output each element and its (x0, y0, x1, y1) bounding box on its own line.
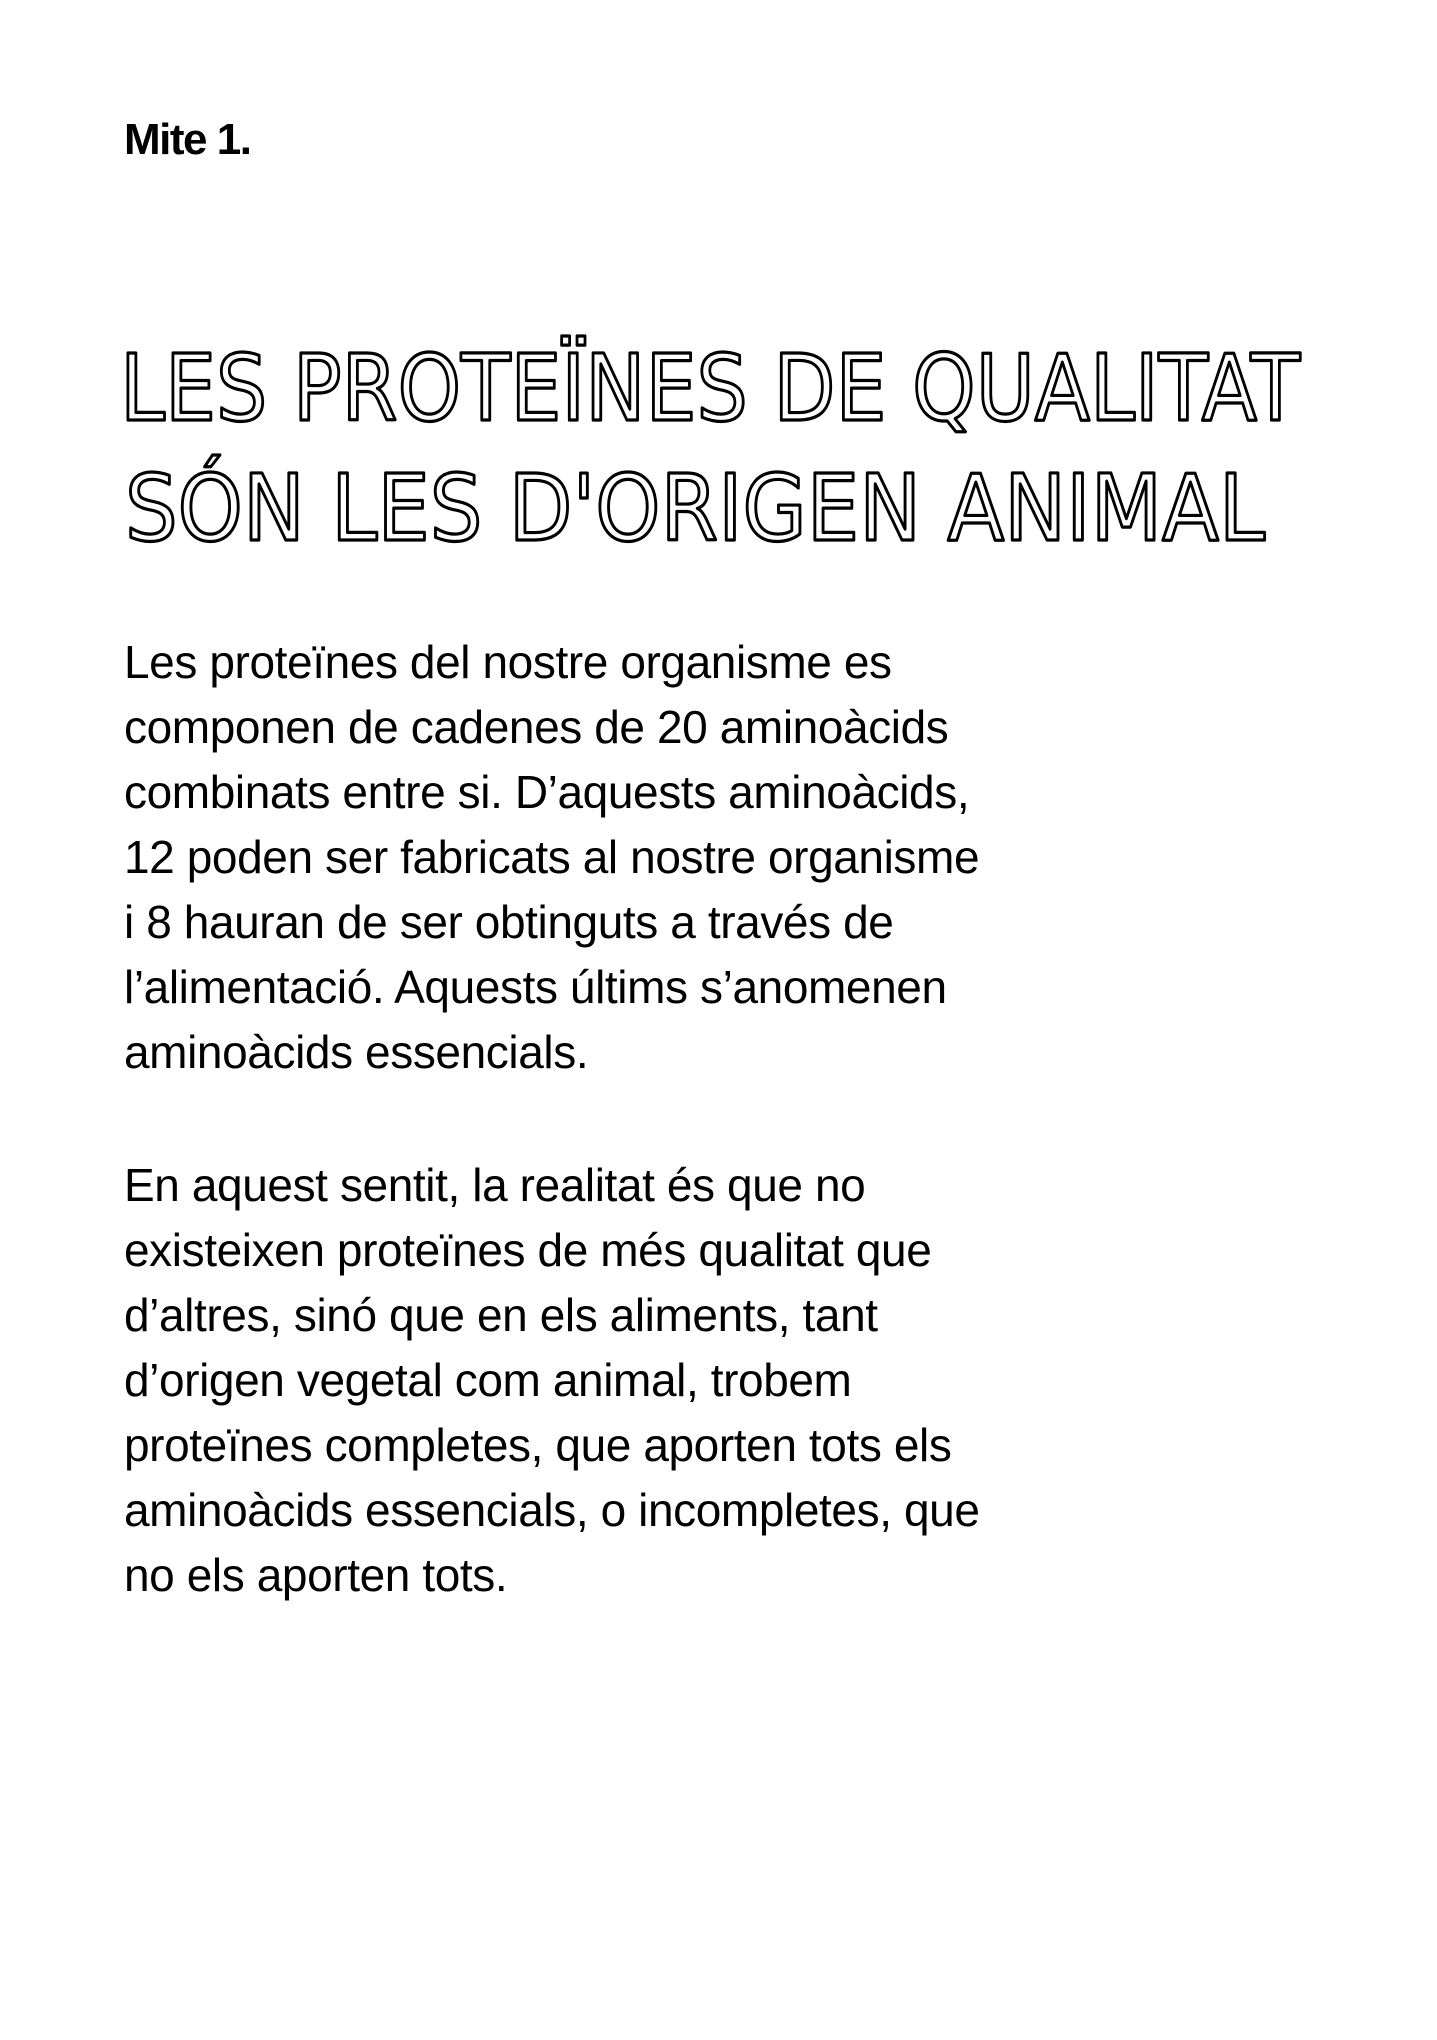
myth-label: Mite 1. (124, 115, 251, 164)
title-line-1: LES PROTEÏNES DE QUALITAT (120, 335, 1301, 442)
paragraph-1: Les proteïnes del nostre organisme es componen de cadenes de 20 aminoàcids combinats entre si. D’aquests aminoàcids, 12 poden ser fabricats al nostre organisme i 8 hauran de ser obtinguts a través de l’alimentació. Aquests últims s’anomenen aminoàcids essencials. (124, 636, 980, 1078)
handwritten-title (120, 325, 1391, 575)
title-line-2: SÓN LES D'ORIGEN ANIMAL (125, 455, 1391, 562)
handwritten-title-svg (120, 325, 1391, 575)
paragraph-2: En aquest sentit, la realitat és que no existeixen proteïnes de més qualitat que d’altres, sinó que en els aliments, tant d’origen vegetal com animal, trobem proteïnes completes, que aporten tots els aminoàcids essencials, o incompletes, que no els aporten tots. (124, 1159, 980, 1601)
